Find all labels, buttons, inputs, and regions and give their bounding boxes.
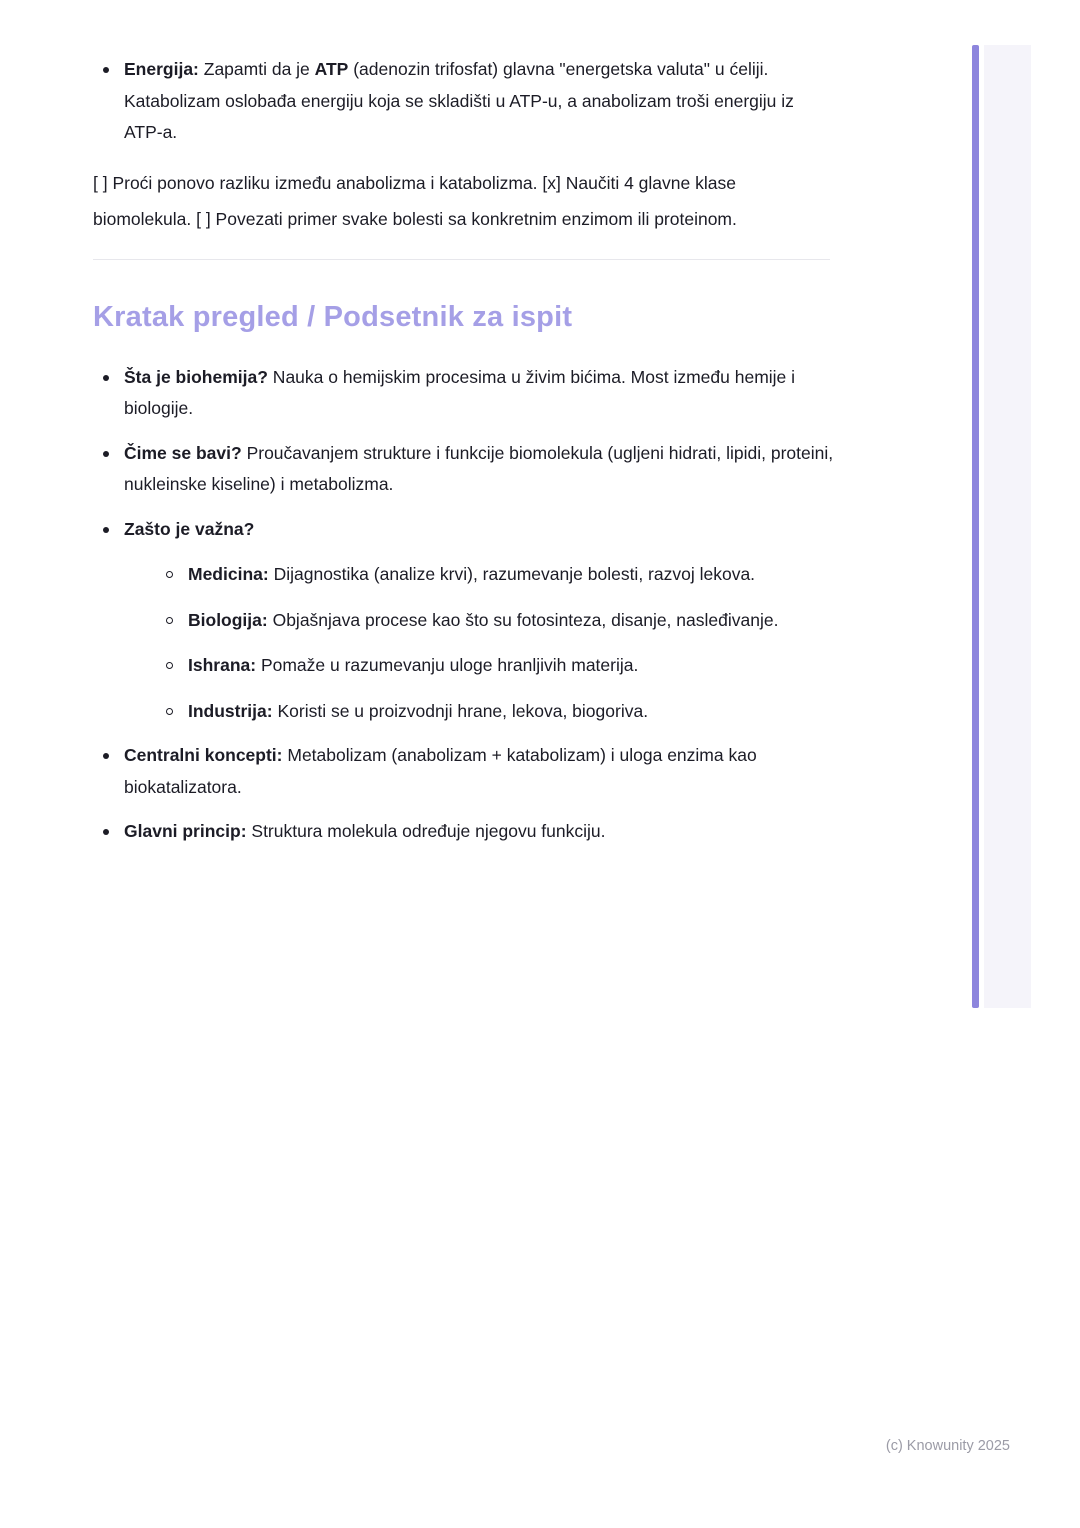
sub-list-item-text: Industrija: Koristi se u proizvodnji hrane, lekova, biogoriva.	[188, 700, 649, 721]
sub-list-item	[157, 559, 835, 591]
side-margin-panel	[984, 45, 1031, 1008]
list-item	[93, 54, 835, 149]
list-item	[93, 362, 835, 425]
sub-list-item	[157, 605, 835, 637]
vertical-accent-bar	[972, 45, 979, 1008]
list-item	[93, 438, 835, 501]
list-item-text: Šta je biohemija? Nauka o hemijskim procesima u živim bićima. Most između hemije i biologije.	[124, 366, 796, 418]
importance-sub-list	[124, 559, 835, 727]
checklist-paragraph: [ ] Proći ponovo razliku između anabolizma i katabolizma. [x] Naučiti 4 glavne klase biomolekula. [ ] Povezati primer svake bolesti sa konkretnim enzimom ili proteinom.	[93, 172, 737, 229]
copyright-footer: (c) Knowunity 2025	[885, 1438, 1010, 1454]
list-item-text: Čime se bavi? Proučavanjem strukture i funkcije biomolekula (ugljeni hidrati, lipidi, proteini, nukleinske kiseline) i metabolizma.	[124, 442, 834, 494]
document-content	[93, 54, 835, 861]
review-list	[93, 362, 835, 848]
list-item	[93, 740, 835, 803]
list-item-text: Glavni princip: Struktura molekula određuje njegovu funkciju.	[124, 821, 606, 841]
list-item-text: Centralni koncepti: Metabolizam (anabolizam + katabolizam) i uloga enzima kao biokatalizatora.	[124, 745, 757, 797]
sub-list-item-text: Ishrana: Pomaže u razumevanju uloge hranljivih materija.	[188, 655, 639, 675]
section-divider	[93, 259, 830, 260]
section-heading: Kratak pregled / Podsetnik za ispit	[93, 300, 573, 333]
list-item-text: Zašto je važna?	[124, 518, 255, 539]
list-item	[93, 816, 835, 848]
sub-list-item	[157, 696, 835, 728]
sub-list-item-text: Medicina: Dijagnostika (analize krvi), razumevanje bolesti, razvoj lekova.	[188, 564, 756, 584]
list-item-text: Energija: Zapamti da je ATP (adenozin trifosfat) glavna "energetska valuta" u ćeliji. Katabolizam oslobađa energiju koja se skladišti u ATP-u, a anabolizam troši energiju iz ATP-a.	[124, 59, 794, 142]
sub-list-item-text: Biologija: Objašnjava procese kao što su fotosinteza, disanje, nasleđivanje.	[188, 609, 779, 630]
sub-list-item	[157, 650, 835, 682]
energy-bullet-list	[93, 54, 835, 149]
list-item	[93, 514, 835, 728]
